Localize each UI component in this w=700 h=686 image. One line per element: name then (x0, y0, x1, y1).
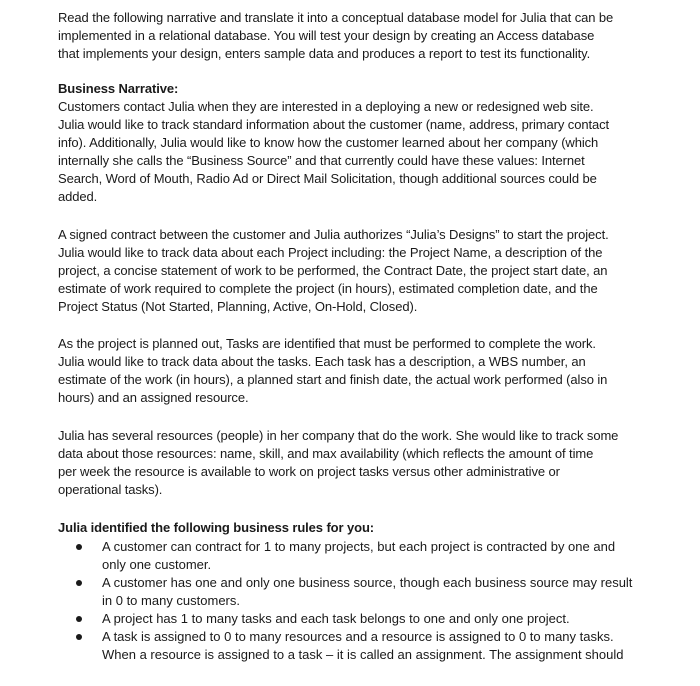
business-rules-heading: Julia identified the following business rules for you: (58, 520, 375, 535)
text-line: Julia would like to track data about each Project including: the Project Name, a description of the (58, 245, 603, 260)
bullet-icon (76, 616, 82, 622)
text-line: hours) and an assigned resource. (58, 390, 249, 405)
business-rules-list (58, 538, 670, 664)
text-line: data about those resources: name, skill, and max availability (which reflects the amount of time (58, 446, 594, 461)
text-line: Search, Word of Mouth, Radio Ad or Direct Mail Solicitation, though additional sources could be (58, 171, 597, 186)
text-line: internally she calls the “Business Source” and that currently could have these values: Internet (58, 153, 585, 168)
text-line: A customer has one and only one business source, though each business source may result (102, 575, 633, 590)
text-line: project, a concise statement of work to be performed, the Contract Date, the project start date, an (58, 263, 608, 278)
text-line: Julia would like to track standard information about the customer (name, address, primary contact (58, 117, 610, 132)
narrative-paragraph-customers (58, 98, 670, 206)
narrative-paragraph-resources (58, 427, 670, 499)
narrative-heading: Business Narrative: (58, 81, 179, 96)
text-line: A project has 1 to many tasks and each task belongs to one and only one project. (102, 611, 570, 626)
text-line: Julia would like to track data about the tasks. Each task has a description, a WBS number, an (58, 354, 586, 369)
text-line: that implements your design, enters sample data and produces a report to test its functionality. (58, 46, 591, 61)
text-line: Project Status (Not Started, Planning, Active, On-Hold, Closed). (58, 299, 418, 314)
list-item (58, 610, 670, 628)
bullet-icon (76, 544, 82, 550)
bullet-icon (76, 634, 82, 640)
text-line: Customers contact Julia when they are interested in a deploying a new or redesigned web site. (58, 99, 594, 114)
text-line: A customer can contract for 1 to many projects, but each project is contracted by one and (102, 539, 616, 554)
text-line: As the project is planned out, Tasks are identified that must be performed to complete the work. (58, 336, 596, 351)
narrative-paragraph-tasks (58, 335, 670, 407)
text-line: implemented in a relational database. You will test your design by creating an Access database (58, 28, 595, 43)
text-line: Read the following narrative and translate it into a conceptual database model for Julia that can be (58, 10, 614, 25)
text-line: per week the resource is available to work on project tasks versus other administrative or (58, 464, 560, 479)
text-line: A signed contract between the customer and Julia authorizes “Julia’s Designs” to start the project. (58, 227, 609, 242)
text-line: estimate of work required to complete the project (in hours), estimated completion date, and the (58, 281, 598, 296)
text-line: info). Additionally, Julia would like to know how the customer learned about her company (which (58, 135, 599, 150)
text-line: estimate of the work (in hours), a planned start and finish date, the actual work performed (also in (58, 372, 608, 387)
text-line: When a resource is assigned to a task – it is called an assignment. The assignment should (102, 647, 624, 662)
narrative-paragraph-projects (58, 226, 670, 316)
text-line: operational tasks). (58, 482, 163, 497)
list-item (58, 574, 670, 610)
list-item (58, 538, 670, 574)
intro-paragraph (58, 9, 670, 63)
text-line: added. (58, 189, 98, 204)
bullet-icon (76, 580, 82, 586)
text-line: Julia has several resources (people) in her company that do the work. She would like to track some (58, 428, 619, 443)
list-item (58, 628, 670, 664)
text-line: A task is assigned to 0 to many resources and a resource is assigned to 0 to many tasks. (102, 629, 614, 644)
text-line: only one customer. (102, 557, 212, 572)
text-line: in 0 to many customers. (102, 593, 240, 608)
